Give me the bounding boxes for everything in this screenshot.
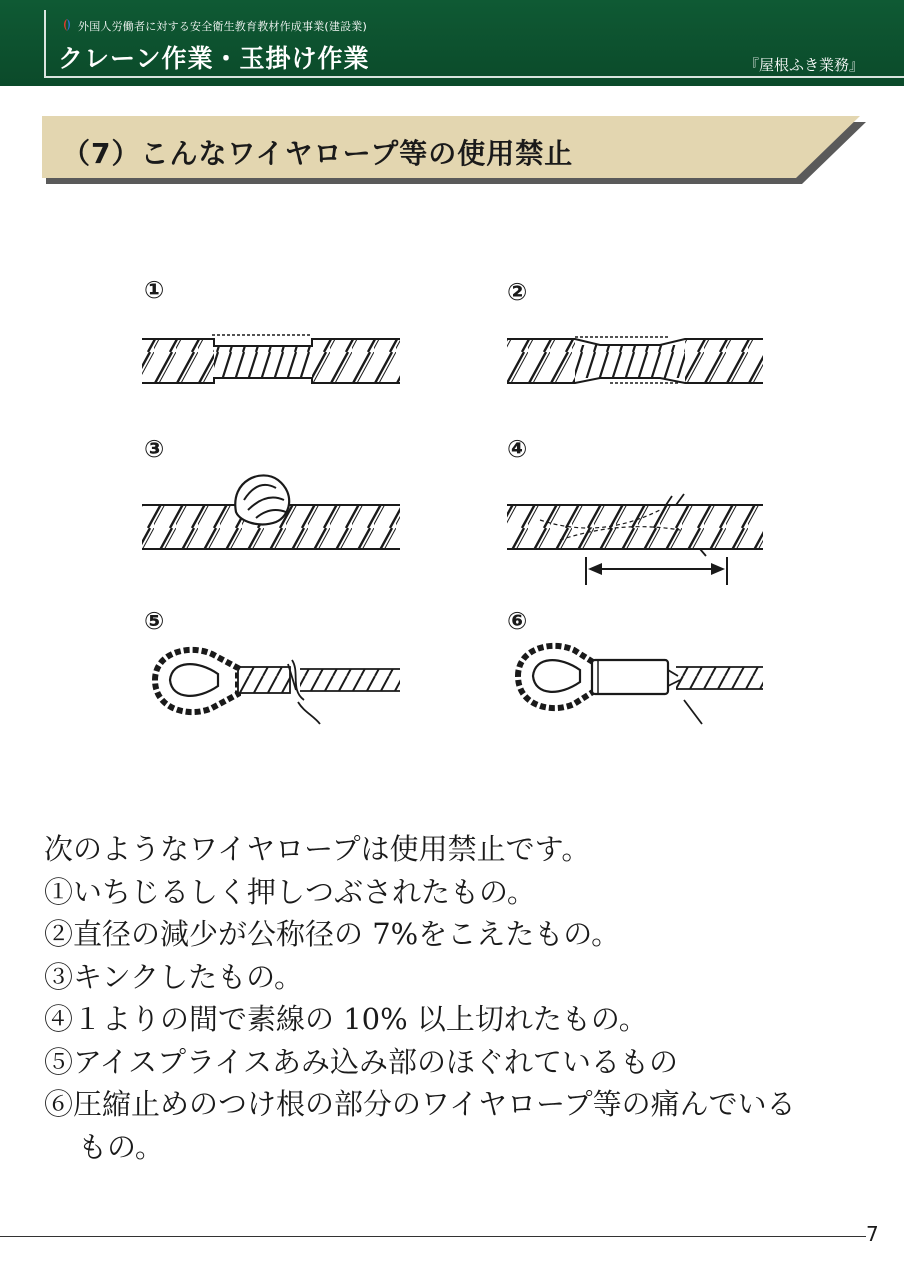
list-item: ①いちじるしく押しつぶされたもの。	[44, 874, 536, 909]
section-title: （7）こんなワイヤロープ等の使用禁止	[62, 137, 574, 170]
prohibition-list	[44, 828, 874, 1168]
figure-5-unravelled-eye-splice	[155, 650, 400, 724]
figure-4-broken-wires-rope	[507, 494, 763, 585]
list-item: ⑥圧縮止めのつけ根の部分のワイヤロープ等の痛んでいる	[44, 1087, 796, 1121]
figure-2-reduced-diameter-rope	[507, 337, 763, 383]
figure-label-4: ④	[507, 435, 528, 463]
header-subtitle: 外国人労働者に対する安全衛生教育教材作成事業(建設業)	[78, 20, 367, 33]
list-item: ③キンクしたもの。	[44, 959, 303, 994]
intro-sentence: 次のようなワイヤロープは使用禁止です。	[44, 832, 591, 866]
figure-label-6: ⑥	[507, 607, 528, 635]
header-category: 『屋根ふき業務』	[743, 56, 864, 74]
figure-label-3: ③	[144, 435, 165, 463]
list-item: ②直径の減少が公称径の 7%をこえたもの。	[44, 917, 621, 951]
footer-rule	[0, 1236, 866, 1237]
list-item: ⑤アイスプライスあみ込み部のほぐれているもの	[44, 1044, 678, 1079]
figure-6-damaged-at-sleeve	[518, 646, 763, 724]
list-item: ④１よりの間で素線の 10% 以上切れたもの。	[44, 1002, 648, 1036]
list-item-continuation: もの。	[78, 1129, 164, 1164]
figure-3-kinked-rope	[142, 475, 400, 549]
figure-label-1: ①	[144, 276, 165, 304]
figure-1-crushed-rope	[142, 335, 400, 383]
page-number: 7	[866, 1222, 879, 1246]
figure-label-2: ②	[507, 278, 528, 306]
figure-label-5: ⑤	[144, 607, 165, 635]
header-title: クレーン作業・玉掛け作業	[58, 44, 370, 73]
